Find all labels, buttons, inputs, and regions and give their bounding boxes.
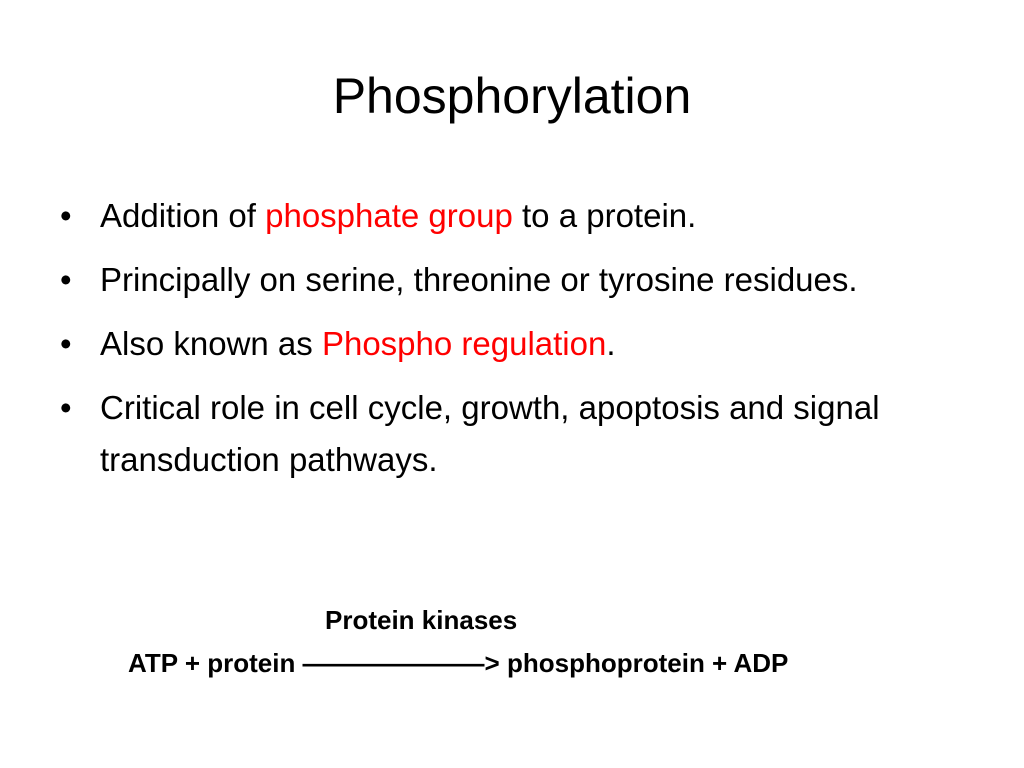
bullet-text: Critical role in cell cycle, growth, apoptosis and signal transduction pathways.: [100, 389, 880, 478]
bullet-icon: •: [60, 197, 72, 234]
bullet-text: Also known as: [100, 325, 322, 362]
bullet-icon: •: [60, 261, 72, 298]
highlight-text: phosphate group: [265, 197, 513, 234]
bullet-text: to a protein.: [512, 197, 697, 234]
bullet-item: [0, 382, 1024, 486]
bullet-item: [0, 190, 1024, 242]
bullet-text: Addition of: [100, 197, 266, 234]
bullet-icon: •: [60, 389, 72, 426]
enzyme-label: Protein kinases: [325, 605, 518, 635]
bullet-text: Principally on serine, threonine or tyrosine residues.: [100, 261, 858, 298]
bullet-list: [0, 190, 1024, 498]
reaction-equation: ATP + protein ———————> phosphoprotein + ADP: [128, 648, 789, 678]
slide-title: Phosphorylation: [332, 68, 692, 124]
bullet-text: .: [606, 325, 616, 362]
bullet-item: [0, 254, 1024, 306]
highlight-text: Phospho regulation: [321, 325, 607, 362]
bullet-item: [0, 318, 1024, 370]
bullet-icon: •: [60, 325, 72, 362]
